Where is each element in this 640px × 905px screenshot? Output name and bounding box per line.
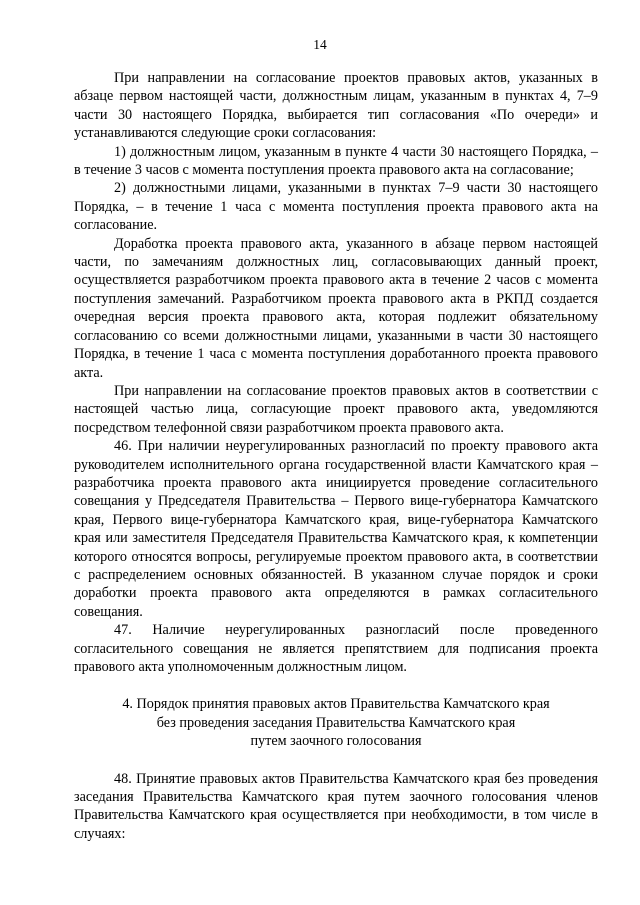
section-spacer xyxy=(74,676,598,695)
section-heading-line-2: без проведения заседания Правительства Камчатского края xyxy=(156,714,516,731)
section-heading xyxy=(74,695,598,750)
paragraph-notification: При направлении на согласование проектов правовых актов в соответствии с настоящей частью лица, согласующие проект правового акта, уведомляются посредством телефонной связи разработчиком проекта правового акта. xyxy=(74,382,598,436)
paragraph-48: 48. Принятие правовых актов Правительства Камчатского края без проведения заседания Правительства Камчатского края путем заочного голосования членов Правительства Камчатского края осуществляется при необходимости, в том числе в случаях: xyxy=(74,770,598,842)
section-heading-line-3: путем заочного голосования xyxy=(250,733,422,750)
paragraph-item-2: 2) должностными лицами, указанными в пунктах 7–9 части 30 настоящего Порядка, – в течение 1 часа с момента поступления проекта правового акта на согласование. xyxy=(74,180,598,234)
section-heading-line-1: 4. Порядок принятия правовых актов Правительства Камчатского края xyxy=(122,696,550,713)
paragraph-47: 47. Наличие неурегулированных разногласий после проведенного согласительного совещания не является препятствием для подписания проекта правового акта уполномоченным должностным лицом. xyxy=(74,622,598,675)
document-body xyxy=(74,69,598,843)
page-number: 14 xyxy=(313,37,327,52)
paragraph-approval-order: При направлении на согласование проектов правовых актов, указанных в абзаце первом настоящей части, должностным лицам, указанным в пунктах 4, 7–9 части 30 настоящего Порядка, выбирается тип согласования «По очереди» и устанавливаются следующие сроки согласования: xyxy=(74,70,598,142)
paragraph-item-1: 1) должностным лицом, указанным в пункте 4 части 30 настоящего Порядка, – в течение 3 часов с момента поступления проекта правового акта на согласование; xyxy=(74,143,598,179)
heading-spacer xyxy=(74,751,598,770)
paragraph-revision: Доработка проекта правового акта, указанного в абзаце первом настоящей части, по замечаниям должностных лиц, согласовывающих данный проект, осуществляется разработчиком проекта правового акта в течение 2 часов с момента поступления замечаний. Разработчиком проекта правового акта в РКПД создается очередная версия проекта правового акта, которая подлежит обязательному согласованию со всеми должностными лицами, указанными в части 30 настоящего Порядка, в течение 1 часа с момента поступления доработанного проекта правового акта. xyxy=(74,235,598,381)
paragraph-46: 46. При наличии неурегулированных разногласий по проекту правового акта руководителем исполнительного органа государственной власти Камчатского края – разработчика проекта правового акта инициируется проведение согласительного совещания у Председателя Правительства – Первого вице-губернатора Камчатского края, Первого вице-губернатора Камчатского края, вице-губернатора Камчатского края или заместителя Председателя Правительства Камчатского края, к компетенции которого относятся вопросы, регулируемые проектом правового акта, в соответствии с распределением основных обязанностей. В указанном случае порядок и сроки доработки проекта правового акта определяются в рамках согласительного совещания. xyxy=(74,438,598,620)
